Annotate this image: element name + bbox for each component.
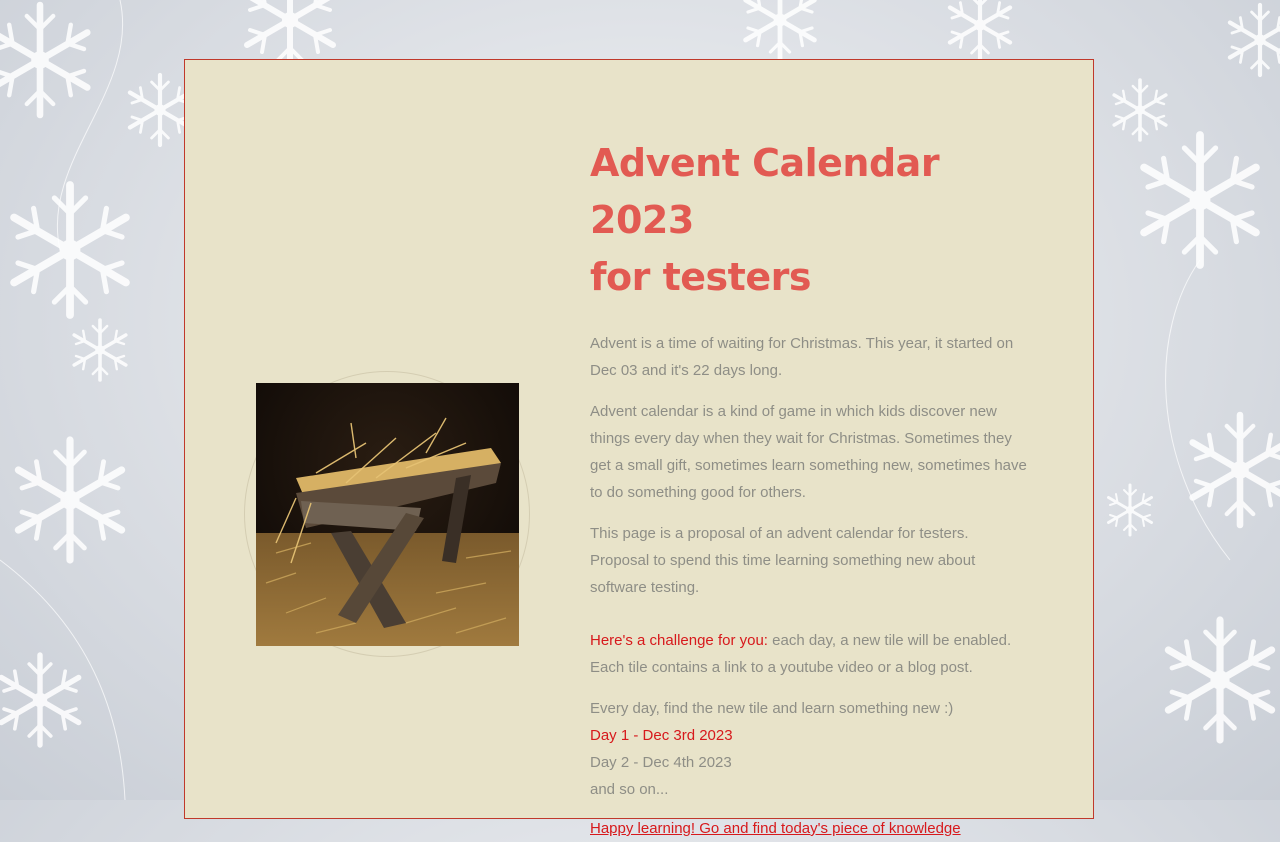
and-so-on-text: and so on...: [590, 781, 669, 798]
challenge-highlight: Here's a challenge for you:: [590, 632, 768, 649]
page-title: [590, 135, 1030, 306]
manger-photo: [256, 383, 519, 646]
challenge-paragraph: [590, 627, 1030, 681]
every-day-text: Every day, find the new tile and learn something new :): [590, 700, 954, 717]
proposal-paragraph: This page is a proposal of an advent calendar for testers. Proposal to spend this time learning something new about software testing.: [590, 525, 976, 596]
title-line-1: Advent Calendar 2023: [590, 141, 940, 242]
main-panel: [184, 59, 1094, 837]
schedule-block: [590, 695, 1030, 803]
happy-learning-link[interactable]: Happy learning! Go and find today's piece of knowledge: [590, 820, 961, 837]
challenge-text: each day, a new tile will be enabled. Each tile contains a link to a youtube video or a blog post.: [590, 632, 1012, 676]
day-1-text: Day 1 - Dec 3rd 2023: [590, 727, 733, 744]
definition-paragraph: Advent calendar is a kind of game in which kids discover new things every day when they wait for Christmas. Sometimes they get a small gift, sometimes learn something new, sometimes have to do something good for others.: [590, 403, 1027, 501]
title-line-2: for testers: [590, 255, 811, 299]
content-column: [590, 135, 1030, 842]
intro-paragraph: Advent is a time of waiting for Christmas. This year, it started on Dec 03 and it's 22 days long.: [590, 335, 1014, 379]
day-2-text: Day 2 - Dec 4th 2023: [590, 754, 732, 771]
